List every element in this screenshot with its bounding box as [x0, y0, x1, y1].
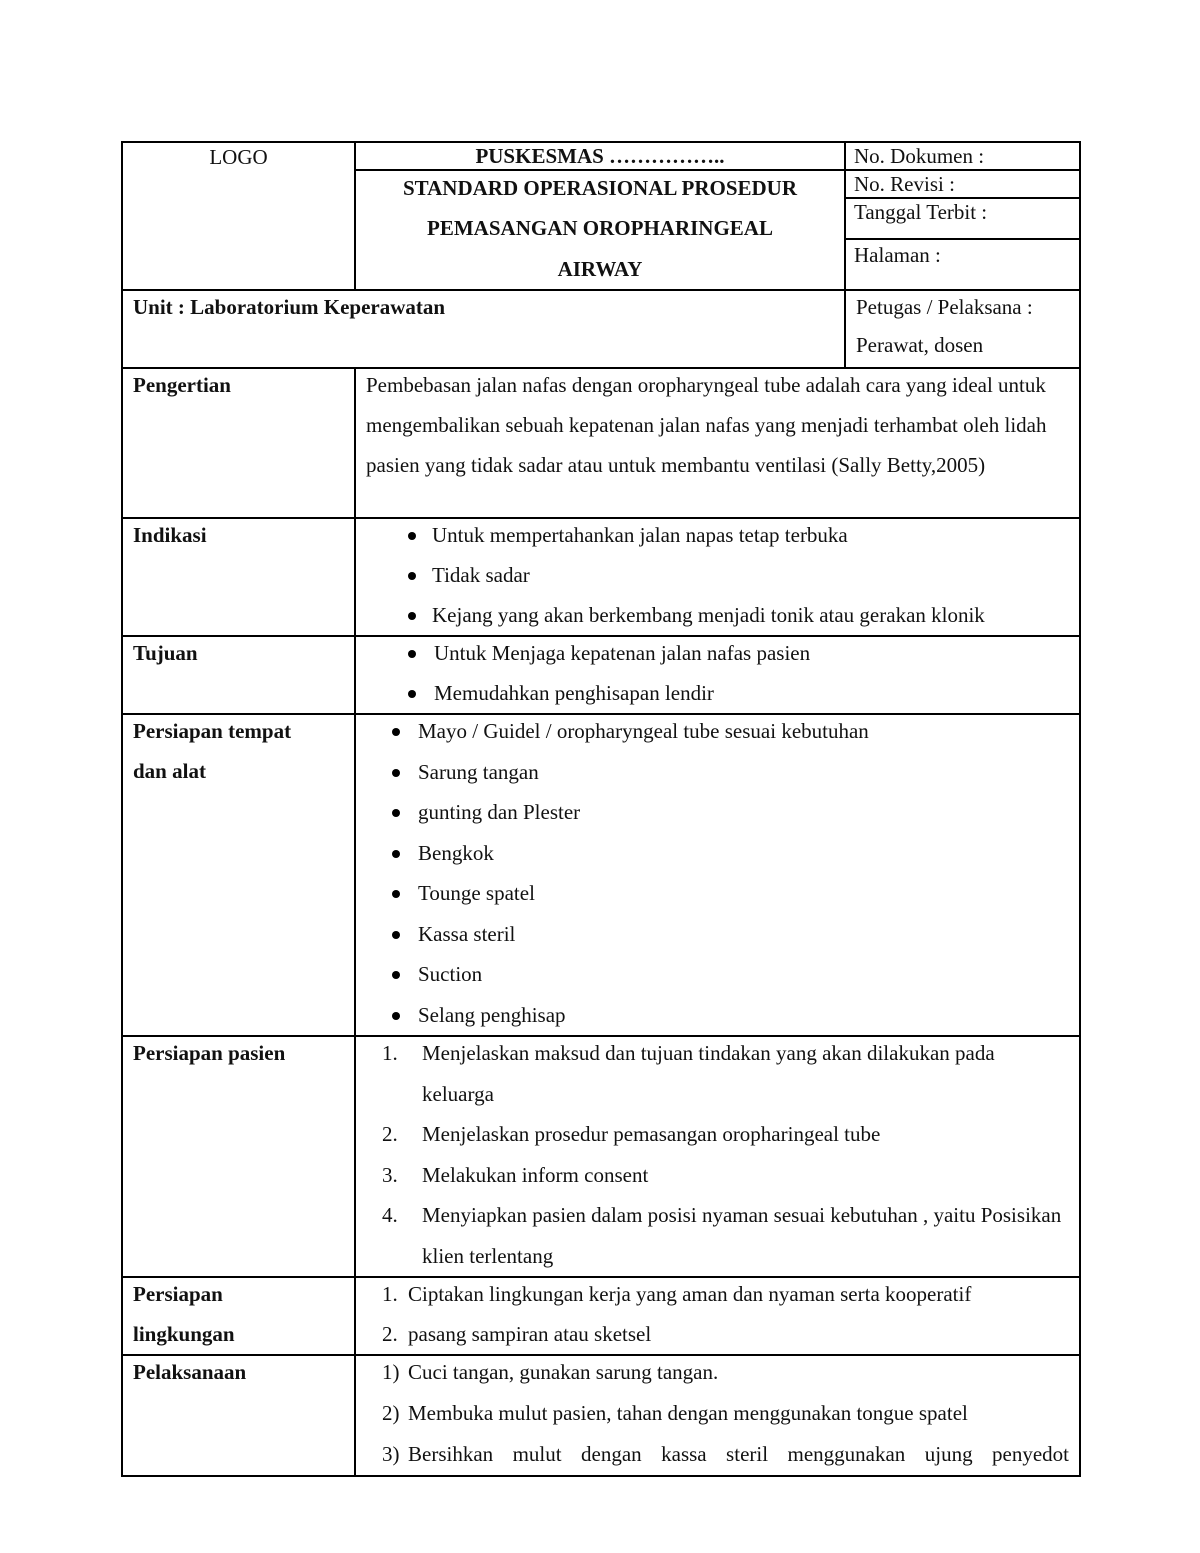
indikasi-content	[355, 518, 1080, 636]
sop-title-line-1: STANDARD OPERASIONAL PROSEDUR	[403, 176, 797, 200]
unit-row	[122, 290, 1080, 368]
persiapan-pasien-list	[366, 1036, 1069, 1276]
list-item: 1. Menjelaskan maksud dan tujuan tindakan yang akan dilakukan pada keluarga	[382, 1041, 995, 1106]
pelaksanaan-label: Pelaksanaan	[122, 1355, 355, 1476]
petugas-value: Perawat, dosen	[856, 333, 984, 357]
persiapan-lingkungan-label	[122, 1277, 355, 1355]
list-item: Tidak sadar	[366, 555, 1069, 595]
list-item: Untuk Menjaga kepatenan jalan nafas pasien	[366, 636, 1069, 673]
persiapan-tempat-label-line-1: Persiapan tempat	[133, 719, 292, 743]
list-item: Sarung tangan	[366, 752, 1069, 793]
list-item: Selang penghisap	[366, 995, 1069, 1036]
document-meta-cell	[845, 142, 1080, 290]
unit-label: Unit : Laboratorium Keperawatan	[133, 295, 446, 319]
list-item: Kejang yang akan berkembang menjadi tonik atau gerakan klonik	[366, 595, 1069, 635]
persiapan-pasien-row	[122, 1036, 1080, 1277]
header-row	[122, 142, 1080, 290]
pelaksanaan-row	[122, 1355, 1080, 1476]
logo-placeholder: LOGO	[209, 145, 268, 169]
sop-title-line-2: PEMASANGAN OROPHARINGEAL	[427, 216, 773, 240]
tujuan-row	[122, 636, 1080, 714]
list-item: Untuk mempertahankan jalan napas tetap terbuka	[366, 518, 1069, 555]
persiapan-lingkungan-label-line-2: lingkungan	[133, 1322, 235, 1346]
indikasi-label: Indikasi	[122, 518, 355, 636]
petugas-label: Petugas / Pelaksana :	[856, 295, 1033, 319]
persiapan-pasien-content	[355, 1036, 1080, 1277]
persiapan-tempat-content	[355, 714, 1080, 1036]
puskesmas-name: PUSKESMAS ……………..	[356, 143, 844, 171]
tujuan-content	[355, 636, 1080, 714]
list-item: Suction	[366, 954, 1069, 995]
tanggal-terbit: Tanggal Terbit :	[846, 199, 1079, 240]
pengertian-row	[122, 368, 1080, 518]
list-item: Kassa steril	[366, 914, 1069, 955]
no-revisi: No. Revisi :	[846, 171, 1079, 199]
halaman: Halaman :	[854, 243, 941, 267]
pengertian-text	[355, 368, 1080, 518]
persiapan-tempat-label	[122, 714, 355, 1036]
persiapan-lingkungan-label-line-1: Persiapan	[133, 1282, 223, 1306]
list-item: gunting dan Plester	[366, 792, 1069, 833]
list-item: Bengkok	[366, 833, 1069, 874]
sop-title-line-3: AIRWAY	[557, 257, 643, 281]
list-item: Tounge spatel	[366, 873, 1069, 914]
petugas-cell	[845, 290, 1080, 368]
tujuan-list	[366, 636, 1069, 713]
persiapan-tempat-row	[122, 714, 1080, 1036]
no-dokumen: No. Dokumen :	[846, 143, 1079, 171]
title-cell	[355, 142, 845, 290]
indikasi-list	[366, 518, 1069, 635]
tujuan-label: Tujuan	[122, 636, 355, 714]
list-item: 2. Menjelaskan prosedur pemasangan oropharingeal tube	[382, 1122, 881, 1146]
list-item: Memudahkan penghisapan lendir	[366, 673, 1069, 713]
list-item: 2) Membuka mulut pasien, tahan dengan menggunakan tongue spatel	[382, 1401, 968, 1425]
persiapan-lingkungan-content	[355, 1277, 1080, 1355]
persiapan-lingkungan-row	[122, 1277, 1080, 1355]
alat-list	[366, 714, 1069, 1035]
persiapan-lingkungan-list	[366, 1277, 1069, 1354]
list-item: 1. Ciptakan lingkungan kerja yang aman dan nyaman serta kooperatif	[382, 1282, 972, 1306]
list-item: 3) Bersihkan mulut dengan kassa steril menggunakan ujung penyedot	[382, 1442, 1069, 1466]
sop-table	[121, 141, 1081, 1477]
pengertian-paragraph: Pembebasan jalan nafas dengan oropharyngeal tube adalah cara yang ideal untuk mengembalikan sebuah kepatenan jalan nafas yang menjadi terhambat oleh lidah pasien yang tidak sadar atau untuk membantu ventilasi (Sally Betty,2005)	[366, 373, 1047, 477]
persiapan-pasien-label: Persiapan pasien	[122, 1036, 355, 1277]
pelaksanaan-list	[366, 1355, 1069, 1475]
unit-cell	[122, 290, 845, 368]
pelaksanaan-content	[355, 1355, 1080, 1476]
persiapan-tempat-label-line-2: dan alat	[133, 759, 206, 783]
list-item: Mayo / Guidel / oropharyngeal tube sesuai kebutuhan	[366, 714, 1069, 752]
list-item: 2. pasang sampiran atau sketsel	[382, 1322, 652, 1346]
list-item: 1) Cuci tangan, gunakan sarung tangan.	[382, 1360, 719, 1384]
logo-cell	[122, 142, 355, 290]
pengertian-label: Pengertian	[122, 368, 355, 518]
list-item: 3. Melakukan inform consent	[382, 1162, 649, 1187]
indikasi-row	[122, 518, 1080, 636]
list-item: 4. Menyiapkan pasien dalam posisi nyaman sesuai kebutuhan , yaitu Posisikan klien terlentang	[382, 1203, 1062, 1268]
